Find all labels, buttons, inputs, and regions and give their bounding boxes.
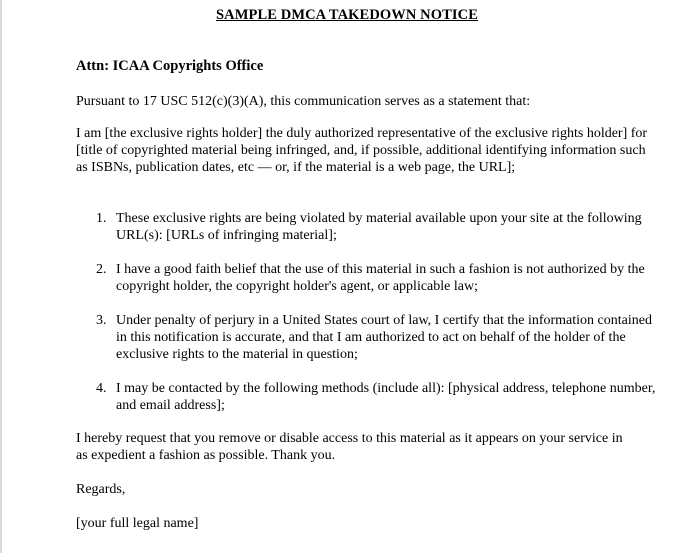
list-item (96, 261, 656, 295)
list-item-number: 3. (96, 313, 107, 328)
rights-holder-claim: I am [the exclusive rights holder] the duly authorized representative of the exclusive rights holder] for [title of copyrighted material being infringed, and, if possible, additional identifying information such as ISBNs, publication dates, etc — or, if the material is a web page, the URL]; (76, 126, 648, 175)
list-item (96, 380, 656, 414)
list-item-text: I may be contacted by the following methods (include all): [physical address, telephone number, and email address]; (116, 381, 656, 413)
list-item-text: Under penalty of perjury in a United States court of law, I certify that the information contained in this notification is accurate, and that I am authorized to act on behalf of the holder of the exclusive rights to the material in question; (116, 313, 652, 362)
signature-placeholder: [your full legal name] (76, 516, 199, 531)
document-title: SAMPLE DMCA TAKEDOWN NOTICE (216, 7, 478, 23)
removal-request: I hereby request that you remove or disable access to this material as it appears on your service in as expedient a fashion as possible. Thank you. (76, 431, 623, 463)
attention-line: Attn: ICAA Copyrights Office (76, 58, 264, 74)
statement-list (96, 210, 656, 431)
list-item (96, 312, 656, 363)
closing-regards: Regards, (76, 482, 126, 497)
list-item-number: 4. (96, 381, 107, 396)
list-item-text: These exclusive rights are being violated by material available upon your site at the following URL(s): [URLs of infringing material]; (116, 211, 642, 243)
list-item-text: I have a good faith belief that the use of this material in such a fashion is not authorized by the copyright holder, the copyright holder's agent, or applicable law; (116, 262, 645, 294)
list-item (96, 210, 656, 244)
pursuant-statement: Pursuant to 17 USC 512(c)(3)(A), this communication serves as a statement that: (76, 94, 531, 109)
page-edge-divider (0, 0, 2, 553)
list-item-number: 2. (96, 262, 107, 277)
list-item-number: 1. (96, 211, 107, 226)
